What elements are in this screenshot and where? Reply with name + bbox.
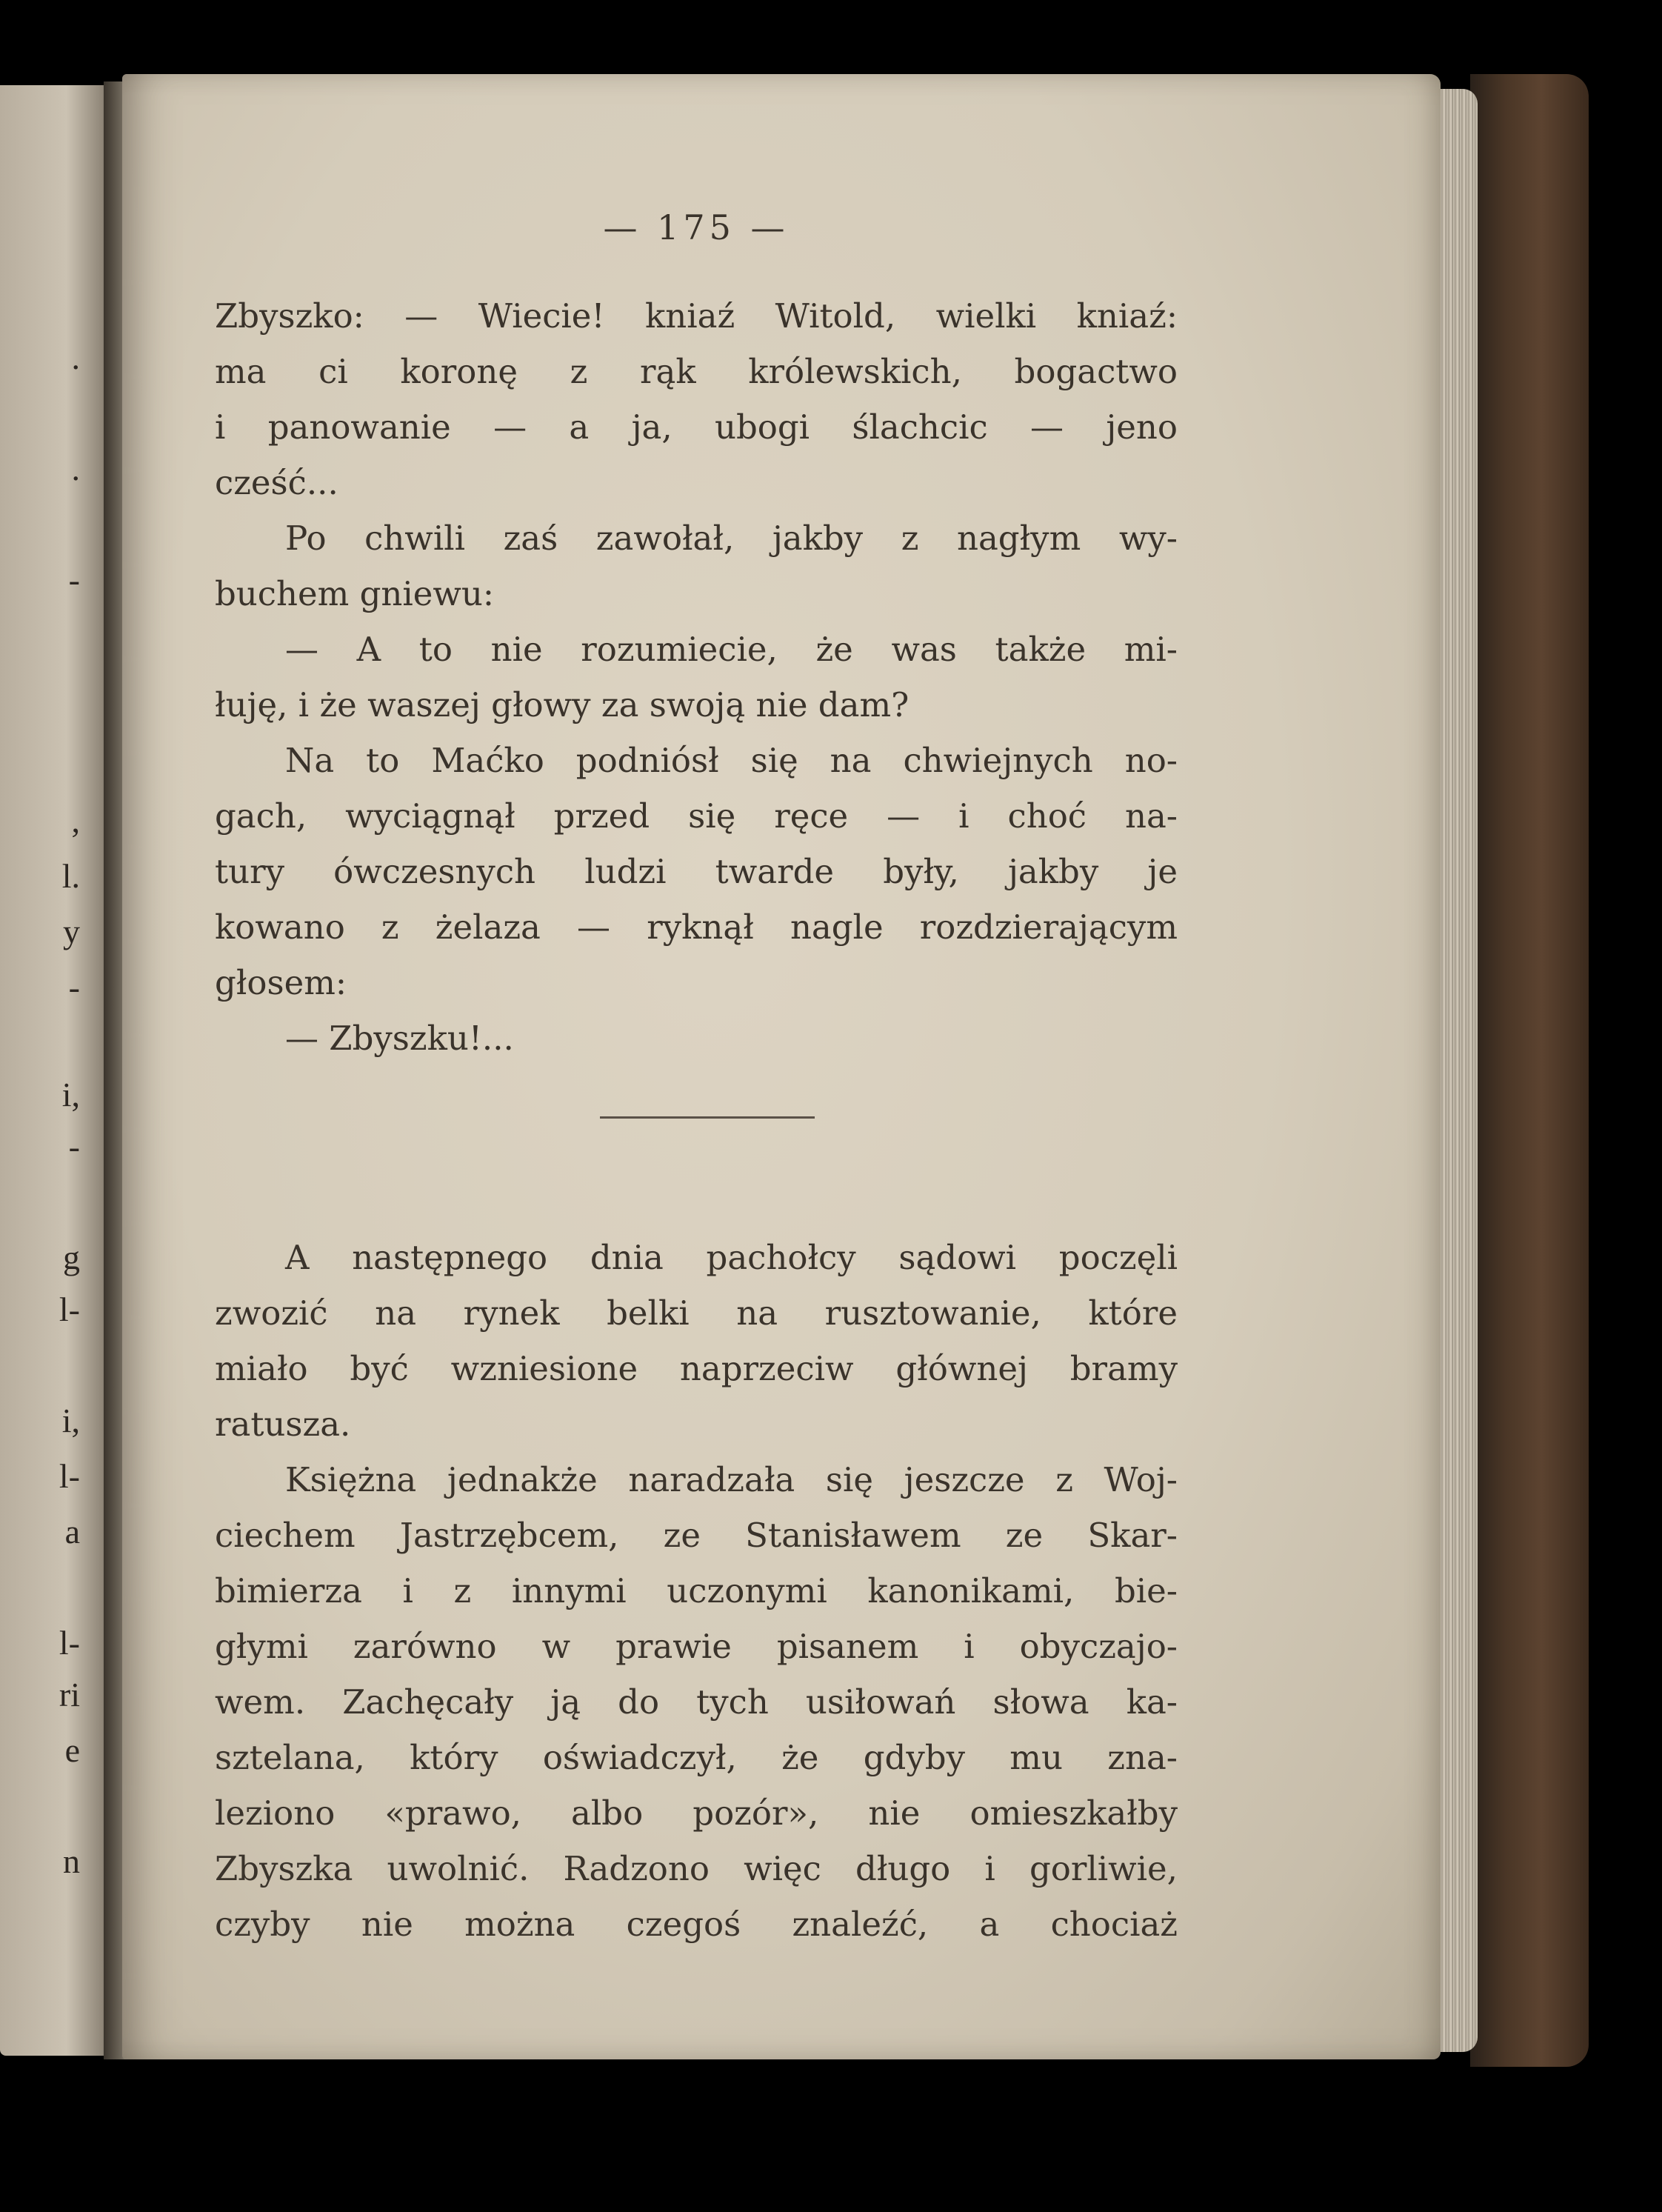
previous-page-text-fragments bbox=[0, 85, 89, 2056]
text-line: głosem: bbox=[215, 963, 347, 1002]
text-line: ciechem Jastrzębcem, ze Stanisławem ze Skar- bbox=[215, 1516, 1178, 1555]
text-line: i panowanie — a ja, ubogi ślachcic — jeno bbox=[215, 407, 1178, 447]
fragment: - bbox=[68, 968, 80, 1006]
text-line: ma ci koronę z rąk królewskich, bogactwo bbox=[215, 352, 1178, 391]
text-line: ratusza. bbox=[215, 1405, 351, 1444]
text-line: A następnego dnia pachołcy sądowi poczęli bbox=[285, 1238, 1178, 1277]
fragment: - bbox=[68, 561, 80, 599]
fragment: l- bbox=[59, 1457, 80, 1495]
fragment: l. bbox=[61, 857, 80, 895]
fragment: . bbox=[71, 339, 80, 376]
text-line: zwozić na rynek belki na rusztowanie, które bbox=[215, 1293, 1178, 1333]
page-text bbox=[215, 207, 1178, 1952]
text-line: czyby nie można czegoś znaleźć, a chociaż bbox=[215, 1905, 1178, 1944]
text-line: tury ówczesnych ludzi twarde były, jakby je bbox=[215, 852, 1178, 891]
fragment: e bbox=[64, 1731, 80, 1769]
text-line: — A to nie rozumiecie, że was także mi- bbox=[285, 630, 1178, 669]
text-line: leziono «prawo, albo pozór», nie omieszkałby bbox=[215, 1793, 1178, 1833]
fragment: a bbox=[64, 1513, 80, 1550]
fragment: - bbox=[68, 1127, 80, 1165]
text-line: cześć... bbox=[215, 463, 338, 502]
text-line: kowano z żelaza — ryknął nagle rozdzierającym bbox=[215, 907, 1178, 947]
fragment: l- bbox=[59, 1624, 80, 1662]
book-cover bbox=[1470, 74, 1589, 2067]
fragment: . bbox=[71, 450, 80, 487]
section-gap bbox=[215, 1119, 1178, 1230]
text-line: buchem gniewu: bbox=[215, 574, 495, 613]
text-line: Na to Maćko podniósł się na chwiejnych no- bbox=[285, 741, 1178, 780]
text-line: głymi zarówno w prawie pisanem i obyczajo- bbox=[215, 1627, 1178, 1666]
text-line: Zbyszka uwolnić. Radzono więc długo i gorliwie, bbox=[215, 1849, 1178, 1888]
fragment: , bbox=[71, 802, 80, 839]
previous-page-edge bbox=[0, 85, 111, 2056]
text-line: Księżna jednakże naradzała się jeszcze z Woj- bbox=[285, 1460, 1178, 1499]
text-line: — Zbyszku!... bbox=[285, 1019, 514, 1058]
fragment: i, bbox=[61, 1076, 80, 1113]
text-line: Zbyszko: — Wiecie! kniaź Witold, wielki kniaź: bbox=[215, 296, 1178, 336]
text-line: Po chwili zaś zawołał, jakby z nagłym wy- bbox=[285, 519, 1178, 558]
fragment: g bbox=[63, 1239, 80, 1276]
text-line: łuję, i że waszej głowy za swoją nie dam? bbox=[215, 685, 910, 724]
text-line: bimierza i z innymi uczonymi kanonikami, bie- bbox=[215, 1571, 1178, 1610]
fragment: ri bbox=[59, 1676, 80, 1713]
text-line: wem. Zachęcały ją do tych usiłowań słowa ka- bbox=[215, 1682, 1178, 1722]
section-1 bbox=[215, 288, 1178, 1066]
fragment: n bbox=[63, 1842, 80, 1880]
fragment: i, bbox=[61, 1402, 80, 1439]
fragment: y bbox=[63, 913, 80, 950]
text-line: miało być wzniesione naprzeciw głównej bramy bbox=[215, 1349, 1178, 1388]
text-line: gach, wyciągnął przed się ręce — i choć na- bbox=[215, 796, 1178, 836]
fragment: l- bbox=[59, 1290, 80, 1328]
text-line: sztelana, który oświadczył, że gdyby mu zna- bbox=[215, 1738, 1178, 1777]
section-2 bbox=[215, 1230, 1178, 1952]
page-number: — 175 — bbox=[603, 207, 790, 247]
